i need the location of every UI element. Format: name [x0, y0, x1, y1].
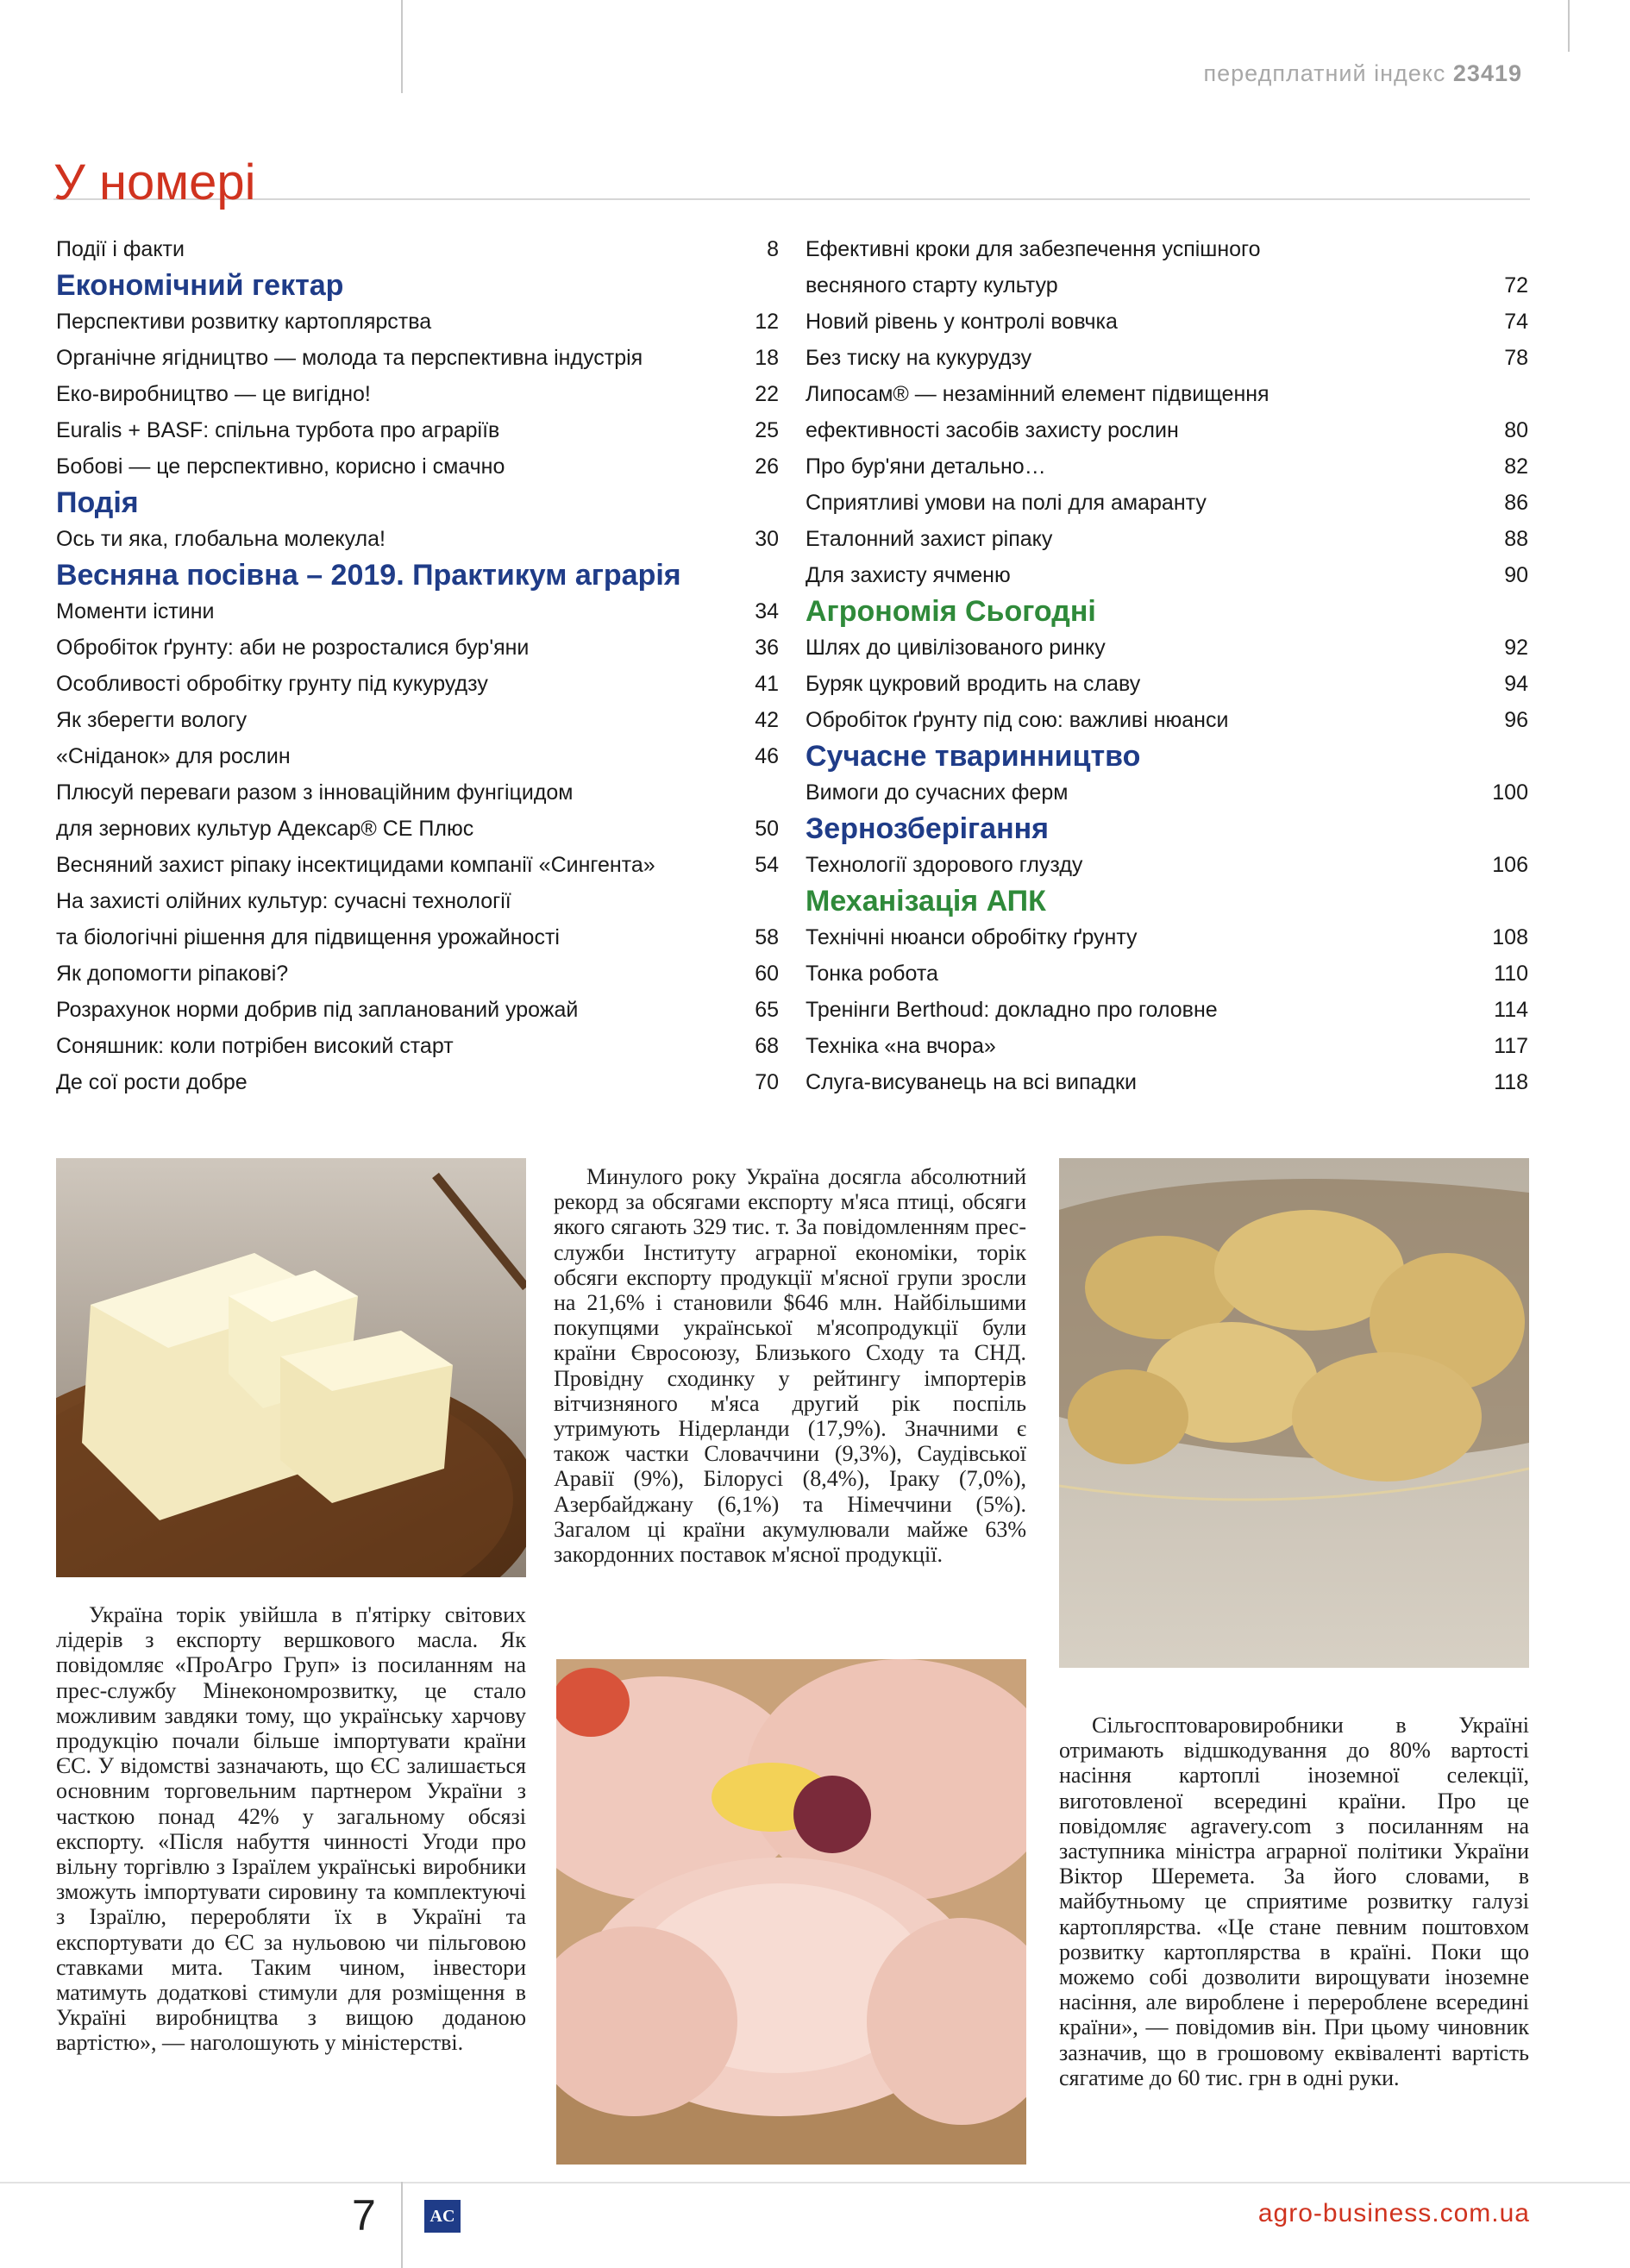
toc-entry-title: Плюсуй переваги разом з інноваційним фунгіцидом [56, 780, 574, 805]
toc-entry-page: 30 [755, 527, 779, 551]
toc-entry-page: 68 [755, 1034, 779, 1058]
subscription-index [1204, 60, 1522, 87]
toc-entry[interactable] [806, 485, 1528, 521]
toc-section-heading: Сучасне тваринництво [806, 740, 1141, 773]
toc-entry[interactable] [56, 847, 779, 883]
toc-entry-title: Еко-виробництво — це вигідно! [56, 382, 371, 406]
toc-entry[interactable] [806, 231, 1528, 304]
toc-entry-page: 8 [767, 237, 779, 261]
toc-entry[interactable] [806, 702, 1528, 738]
title-rule [53, 198, 1530, 200]
toc-entry-title: Еталонний захист ріпаку [806, 527, 1053, 551]
toc-entry[interactable] [56, 1064, 779, 1100]
toc-entry-title: Обробіток ґрунту під сою: важливі нюанси [806, 708, 1229, 732]
toc-entry-title: Вимоги до сучасних ферм [806, 780, 1069, 805]
toc-entry[interactable] [56, 376, 779, 412]
toc-entry-page: 18 [755, 346, 779, 370]
toc-entry-title: Шлях до цивілізованого ринку [806, 636, 1106, 660]
toc-entry[interactable] [56, 992, 779, 1028]
toc-entry-page: 26 [755, 454, 779, 479]
toc-entry-title: Про бур'яни детально… [806, 454, 1046, 479]
toc-entry[interactable] [806, 448, 1528, 485]
toc-entry-page: 80 [1504, 418, 1528, 442]
toc-entry[interactable] [56, 521, 779, 557]
toc-entry[interactable] [56, 630, 779, 666]
chicken-photo [556, 1659, 1026, 2165]
toc-entry-title: Технічні нюанси обробітку ґрунту [806, 925, 1138, 949]
toc-entry-title: ефективності засобів захисту рослин [806, 418, 1179, 442]
toc-entry-page: 94 [1504, 672, 1528, 696]
toc-entry-title: Весняний захист ріпаку інсектицидами компанії «Сингента» [56, 853, 655, 877]
toc-entry-title: Розрахунок норми добрив під запланований урожай [56, 998, 579, 1022]
subscription-number: 23419 [1452, 60, 1522, 86]
toc-entry-title: Як допомогти ріпакові? [56, 962, 289, 986]
toc-entry-title: Euralis + BASF: спільна турбота про аграріїв [56, 418, 500, 442]
toc-entry[interactable] [56, 666, 779, 702]
toc-entry-page: 42 [755, 708, 779, 732]
top-divider-left [401, 0, 403, 93]
toc-entry-title: Як зберегти вологу [56, 708, 248, 732]
toc-entry[interactable] [806, 919, 1528, 955]
toc-entry-title: Органічне ягідництво — молода та перспективна індустрія [56, 346, 643, 370]
toc-entry-title: Технології здорового глузду [806, 853, 1083, 877]
toc-entry-title: Техніка «на вчора» [806, 1034, 996, 1058]
site-url: agro-business.com.ua [1257, 2199, 1530, 2227]
toc-entry-title: Новий рівень у контролі вовчка [806, 310, 1118, 334]
toc-entry-page: 108 [1492, 925, 1528, 949]
butter-article: Україна торік увійшла в п'ятірку світових лідерів з експорту вершкового масла. Як повідомляє «ПроАгро Груп» із посиланням на прес-службу Мінекономрозвитку, це стало можливим завдяки тому, що українську харчову продукцію почали більше імпортувати країни ЄС. У відомстві зазначають, що ЄС залишається основним торговельним партнером України з часткою понад 42% у загальному обсязі експорту. «Після набуття чинності Угоди про вільну торгівлю з Ізраїлем українські виробники зможуть імпортувати сировину та комплектуючі з Ізраїлю, переробляти їх в Україні та експортувати до ЄС за нульовою чи пільговою ставками мита. Таким чином, інвестори матимуть додаткові стимули для розміщення в Україні виробництва з вищою доданою вартістю», — наголошують у міністерстві. [56, 1602, 526, 2056]
potato-article: Сільгосптоваровиробники в Україні отримають відшкодування до 80% вартості насіння картоплі іноземної селекції, виготовленої всередині країни. Про це повідомляє agravery.com з посиланням на заступника міністра аграрної політики України Віктор Шеремета. За його словами, в майбутньому це сприятиме розвитку галузі картоплярства. «Це стане певним поштовхом розвитку картоплярства в країні. Поки що можемо собі дозволити вирощувати іноземне насіння, але вироблене і перероблене всередині країни», — повідомив він. При цьому чиновник зазначив, що в грошовому еквіваленті вартість сягатиме до 60 тис. грн в одні руки. [1059, 1713, 1529, 2090]
publisher-logo: AC [424, 2200, 461, 2233]
toc-entry-title: Липосам® — незамінний елемент підвищення [806, 382, 1270, 406]
toc-entry-page: 70 [755, 1070, 779, 1094]
toc-section-heading: Економічний гектар [56, 269, 344, 302]
page-number: 7 [352, 2191, 376, 2240]
toc-entry-title: Сприятливі умови на полі для амаранту [806, 491, 1207, 515]
toc-entry[interactable] [806, 521, 1528, 557]
toc-entry-page: 118 [1494, 1070, 1528, 1094]
toc-entry[interactable] [56, 593, 779, 630]
toc-entry[interactable] [806, 557, 1528, 593]
toc-entry[interactable] [806, 774, 1528, 811]
toc-entry-page: 50 [755, 817, 779, 841]
toc-entry-title: Для захисту ячменю [806, 563, 1011, 587]
toc-entry-page: 92 [1504, 636, 1528, 660]
toc-entry-title: Події і факти [56, 237, 185, 261]
toc-entry-page: 25 [755, 418, 779, 442]
toc-title: У номері [53, 154, 256, 210]
toc-entry-page: 60 [755, 962, 779, 986]
toc-entry-title: Буряк цукровий вродить на славу [806, 672, 1141, 696]
toc-entry[interactable] [806, 376, 1528, 448]
toc-entry[interactable] [806, 304, 1528, 340]
toc-entry-page: 22 [755, 382, 779, 406]
toc-entry-title: Моменти істини [56, 599, 215, 623]
toc-entry-page: 96 [1504, 708, 1528, 732]
toc-entry-page: 12 [755, 310, 779, 334]
toc-entry-page: 110 [1494, 962, 1528, 986]
toc-entry[interactable] [806, 666, 1528, 702]
toc-entry[interactable] [806, 955, 1528, 992]
toc-entry-page: 86 [1504, 491, 1528, 515]
subscription-label: передплатний індекс [1203, 60, 1446, 86]
toc-entry[interactable] [56, 412, 779, 448]
toc-entry[interactable] [806, 992, 1528, 1028]
toc-entry-title: На захисті олійних культур: сучасні технології [56, 889, 511, 913]
toc-entry-page: 54 [755, 853, 779, 877]
footer-divider [401, 2182, 403, 2268]
toc-entry[interactable] [806, 340, 1528, 376]
toc-entry-page: 36 [755, 636, 779, 660]
toc-entry-title: та біологічні рішення для підвищення урожайності [56, 925, 560, 949]
toc-entry-page: 65 [755, 998, 779, 1022]
toc-entry[interactable] [56, 738, 779, 774]
toc-entry-title: Бобові — це перспективно, корисно і смачно [56, 454, 505, 479]
toc-left-column [56, 231, 779, 1100]
toc-entry[interactable] [56, 1028, 779, 1064]
toc-entry-title: «Сніданок» для рослин [56, 744, 291, 768]
toc-entry-page: 114 [1494, 998, 1528, 1022]
toc-entry-page: 106 [1492, 853, 1528, 877]
toc-entry[interactable] [806, 1064, 1528, 1100]
toc-entry-title: Слуга-висуванець на всі випадки [806, 1070, 1137, 1094]
toc-entry[interactable] [56, 883, 779, 955]
toc-right-column [806, 231, 1528, 1100]
toc-entry[interactable] [806, 630, 1528, 666]
footer-rule [0, 2182, 1630, 2183]
toc-entry[interactable] [56, 304, 779, 340]
toc-entry-title: Без тиску на кукурудзу [806, 346, 1032, 370]
toc-entry[interactable] [56, 448, 779, 485]
toc-section-heading: Агрономія Сьогодні [806, 595, 1096, 628]
toc-section-heading: Весняна посівна – 2019. Практикум аграрія [56, 559, 681, 592]
potato-photo [1059, 1158, 1529, 1668]
toc-entry-title: Тренінги Berthoud: докладно про головне [806, 998, 1218, 1022]
toc-entry-page: 100 [1492, 780, 1528, 805]
toc-entry-page: 78 [1504, 346, 1528, 370]
toc-entry-page: 72 [1504, 273, 1528, 298]
toc-section-heading: Зернозберігання [806, 812, 1049, 845]
toc-entry-title: Перспективи розвитку картоплярства [56, 310, 432, 334]
toc-section-heading: Подія [56, 486, 139, 519]
toc-entry-title: Соняшник: коли потрібен високий старт [56, 1034, 454, 1058]
toc-entry[interactable] [806, 1028, 1528, 1064]
toc-entry-title: Тонка робота [806, 962, 938, 986]
toc-entry[interactable] [56, 231, 779, 267]
toc-entry-page: 46 [755, 744, 779, 768]
toc-entry-page: 117 [1494, 1034, 1528, 1058]
toc-entry-title: Обробіток ґрунту: аби не розросталися бур'яни [56, 636, 530, 660]
toc-entry-title: Особливості обробітку грунту під кукурудзу [56, 672, 488, 696]
toc-entry[interactable] [56, 340, 779, 376]
butter-photo [56, 1158, 526, 1577]
toc-entry-page: 34 [755, 599, 779, 623]
toc-entry[interactable] [56, 955, 779, 992]
toc-entry-title: весняного старту культур [806, 273, 1058, 298]
toc-entry-page: 82 [1504, 454, 1528, 479]
toc-entry-title: для зернових культур Адексар® СЕ Плюс [56, 817, 474, 841]
toc-entry-page: 58 [755, 925, 779, 949]
toc-entry-page: 88 [1504, 527, 1528, 551]
top-divider-right [1568, 0, 1570, 52]
toc-entry-page: 90 [1504, 563, 1528, 587]
toc-entry-page: 74 [1504, 310, 1528, 334]
toc-entry-page: 41 [755, 672, 779, 696]
toc-entry-title: Ось ти яка, глобальна молекула! [56, 527, 386, 551]
toc-entry[interactable] [806, 847, 1528, 883]
toc-section-heading: Механізація АПК [806, 885, 1046, 918]
toc-entry[interactable] [56, 702, 779, 738]
toc-entry-title: Ефективні кроки для забезпечення успішного [806, 237, 1261, 261]
toc-entry-title: Де сої рости добре [56, 1070, 248, 1094]
meat-article: Минулого року Україна досягла абсолютний рекорд за обсягами експорту м'яса птиці, обсяги якого сягають 329 тис. т. За повідомленням прес-служби Інституту аграрної економіки, торік обсяги експорту продукції м'ясної групи зросли на 21,6% і становили $646 млн. Найбільшими покупцями української м'ясопродукції були країни Євросоюзу, Близького Сходу та СНД. Провідну сходинку у рейтингу імпортерів вітчизняного м'яса другий рік поспіль утримують Нідерланди (17,9%). Значними є також частки Словаччини (9,3%), Саудівської Аравії (9%), Білорусі (8,4%), Іраку (7,0%), Азербайджану (6,1%) та Німеччини (5%). Загалом ці країни акумулювали майже 63% закордонних поставок м'ясної продукції. [554, 1164, 1026, 1568]
toc-entry[interactable] [56, 774, 779, 847]
